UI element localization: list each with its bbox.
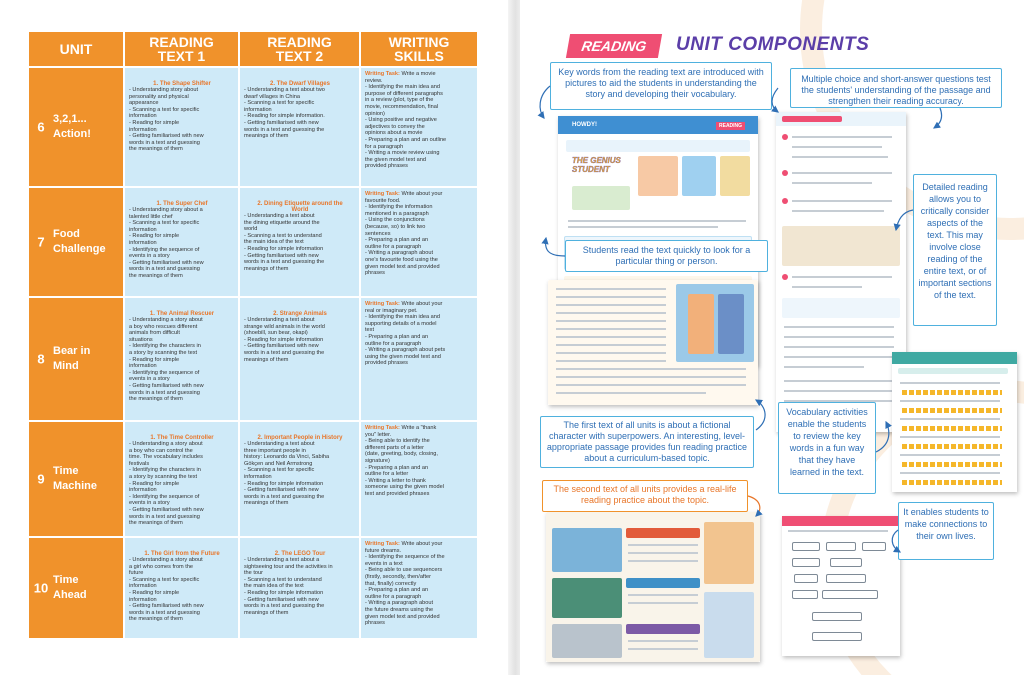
writing-task [365,71,474,84]
page-title: UNIT COMPONENTS [676,34,870,55]
reading-text-2-title: 2. Strange Animals [273,311,327,317]
writing-skills-objectives: - Identifying the main idea and purpose of different paragraphs in a review (plot, type of the movie, recommendation, final opinion) - Using positive and negative adjectives to convey the opinions about a movie - Preparing a plan and an outline for a paragraph - Writing a movie review using the given model text and provided phrases [365,84,447,170]
writing-skills-cell [360,537,478,639]
writing-skills-objectives: - Identifying the main idea and supporting details of a model text - Preparing a plan and an outline for a paragraph - Writing a paragraph about pets using the given model text and provided phrases [365,314,446,367]
unit-number: 9 [37,471,45,487]
writing-task-label: Writing Task: [365,425,400,431]
reading-text-1-title: 1. The Time Controller [150,435,214,441]
writing-task-text: Write about your future dreams. [365,541,443,554]
table-row [28,297,478,421]
reading-text-1-objectives: - Understanding a story about a boy who can control the time. The vocabulary includes festivals - Identifying the characters in a story by scanning the text - Reading for simple information - Identifying the sequence of events in a story - Getting familiarised with new words in a text and guessing the meanings of them [129,441,204,527]
table-row [28,187,478,297]
writing-skills-cell [360,67,478,187]
writing-skills-cell [360,187,478,297]
reading-text-1-cell [124,67,239,187]
unit-cell [28,67,124,187]
header-writing-skills: WRITING SKILLS [360,31,478,67]
textbook-page-thumbnail-connect [782,516,900,656]
writing-task [365,191,474,204]
reading-text-2-objectives: - Understanding a text about the dining etiquette around the world - Scanning a text to understand the main idea of the text - Reading for simple information - Getting familiarised with new words in a text and guessing the meanings of them [244,213,325,272]
unit-cell [28,187,124,297]
writing-task-label: Writing Task: [365,71,400,77]
reading-text-2-objectives: - Understanding a text about a sightseeing tour and the activities in the tour - Scanning a text to understand the main idea of the text - Reading for simple information - Getting familiarised with new words in a text and guessing the meanings of them [244,557,333,616]
callout-connections: It enables students to make connections to their own lives. [898,502,994,560]
reading-text-2-cell [239,187,360,297]
header-reading-text-2: READING TEXT 2 [239,31,360,67]
header-reading-text-1: READING TEXT 1 [124,31,239,67]
genius-student-title: THE GENIUS STUDENT [572,156,621,174]
textbook-page-thumbnail-second-text [546,512,760,662]
reading-text-2-cell [239,537,360,639]
writing-skills-cell [360,421,478,537]
writing-skills-objectives: - Identifying the sequence of the events in a text - Being able to use sequencers (firstly, secondly, then/after that, finally) correctly - Preparing a plan and an outline for a paragraph - Writing a paragraph about the future dreams using the given model text and provided phrases [365,554,445,627]
writing-task [365,425,474,438]
table-row [28,421,478,537]
writing-task-text: Write about your favourite food. [365,191,443,204]
reading-text-2-title: 2. Dining Etiquette around the World [257,201,343,213]
unit-number: 7 [37,234,45,250]
unit-name: Time Machine [53,465,98,492]
unit-cell [28,537,124,639]
writing-task-label: Writing Task: [365,191,400,197]
callout-second-text: The second text of all units provides a real-life reading practice about the topic. [542,480,748,512]
writing-task-text: Write about your real or imaginary pet. [365,301,443,314]
writing-task [365,301,474,314]
reading-text-2-title: 2. The Dwarf Villages [270,81,330,87]
callout-multiple-choice: Multiple choice and short-answer questions test the students' understanding of the passage and strengthen their reading accuracy. [790,68,1002,108]
reading-text-2-cell [239,297,360,421]
writing-task-text: Write a movie review. [365,71,436,84]
header-unit: UNIT [28,31,124,67]
callout-first-text: The first text of all units is about a fictional character with superpowers. An interesting, level-appropriate passage provides fun reading practice about a curriculum-based topic. [540,416,754,468]
unit-name: Bear in Mind [53,345,91,372]
callout-quick-read: Students read the text quickly to look for a particular thing or person. [565,240,768,272]
writing-task-label: Writing Task: [365,541,400,547]
writing-task-text: Write a "thank you" letter. [365,425,437,438]
textbook-page-thumbnail-vocabulary [892,352,1017,492]
writing-skills-objectives: - Identifying the information mentioned in a paragraph - Using the conjunctions (because, so) to link two sentences - Preparing a plan and an outline for a paragraph - Writing a paragraph about one's favourite food using the given model text and provided phrases [365,204,440,277]
reading-text-1-title: 1. The Shape Shifter [153,81,211,87]
unit-number: 10 [33,580,49,596]
writing-skills-cell [360,297,478,421]
callout-vocabulary: Vocabulary activities enable the students to review the key words in a fun way that they have learned in the text. [778,402,876,494]
unit-name: Time Ahead [53,574,87,601]
unit-number: 6 [37,119,45,135]
reading-text-2-objectives: - Understanding a text about two dwarf villages in China - Scanning a text for specific information - Reading for simple information. - Getting familiarised with new words in a text and guessing the meanings of them [244,87,325,140]
unit-name: 3,2,1... Action! [53,113,91,140]
reading-text-1-objectives: - Understanding story about personality and physical appearance - Scanning a text for specific information - Reading for simple information - Getting familiarised with new words in a text and guessing the meanings of them [129,87,204,153]
reading-text-1-title: 1. The Animal Rescuer [149,311,215,317]
reading-text-1-title: 1. The Girl from the Future [144,551,220,557]
reading-text-2-cell [239,421,360,537]
reading-text-1-objectives: - Understanding a story about a girl who comes from the future - Scanning a text for specific information - Reading for simple information - Getting familiarised with new words in a text and guessing the meanings of them [129,557,204,623]
reading-text-2-title: 2. Important People in History [257,435,343,441]
callout-key-words: Key words from the reading text are introduced with pictures to aid the students in understanding the story and developing their vocabulary. [550,62,772,110]
reading-text-1-objectives: - Understanding a story about a boy who rescues different animals from difficult situations - Identifying the characters in a story by scanning the text - Reading for simple information - Identifying the sequence of events in a story - Getting familiarised with new words in a text and guessing the meanings of them [129,317,204,403]
textbook-page-thumbnail-story [548,280,758,405]
writing-task [365,541,474,554]
reading-text-2-title: 2. The LEGO Tour [274,551,326,557]
reading-text-1-cell [124,187,239,297]
unit-cell [28,421,124,537]
reading-tag: READING [566,34,662,58]
howdy-label: HOWDY! [572,122,597,128]
reading-text-1-cell [124,297,239,421]
unit-number: 8 [37,351,45,367]
unit-name: Food Challenge [53,228,106,255]
reading-text-1-title: 1. The Super Chef [156,201,208,207]
reading-text-1-cell [124,537,239,639]
scope-sequence-table [27,30,479,640]
reading-text-1-cell [124,421,239,537]
reading-text-2-cell [239,67,360,187]
table-header-row [28,31,478,67]
table-row [28,537,478,639]
reading-badge: READING [716,122,745,130]
reading-text-2-objectives: - Understanding a text about three important people in history: Leonardo da Vinci, Sabiha Gökçen and Neil Armstrong - Scanning a text for specific information - Reading for simple information - Getting familiarised with new words in a text and guessing the meanings of them [244,441,330,507]
reading-text-2-objectives: - Understanding a text about strange wild animals in the world (shoebill, sun bear, okapi) - Reading for simple information - Getting familiarised with new words in a text and guessing the meanings of them [244,317,325,363]
reading-text-1-objectives: - Understanding story about a talented little chef - Scanning a text for specific information - Reading for simple information - Identifying the sequence of events in a story - Getting familiarised with new words in a text and guessing the meanings of them [129,207,204,279]
unit-cell [28,297,124,421]
textbook-page-thumbnail-comprehension [776,112,906,432]
writing-skills-objectives: - Being able to identify the different parts of a letter (date, greeting, body, closing, signature) - Preparing a plan and an outline for a letter - Writing a letter to thank someone using the given model text and provided phrases [365,438,444,497]
table-row [28,67,478,187]
callout-detailed-reading: Detailed reading allows you to critically consider aspects of the text. This may involve close reading of the entire text, or of important sections of the text. [913,174,997,326]
writing-task-label: Writing Task: [365,301,400,307]
